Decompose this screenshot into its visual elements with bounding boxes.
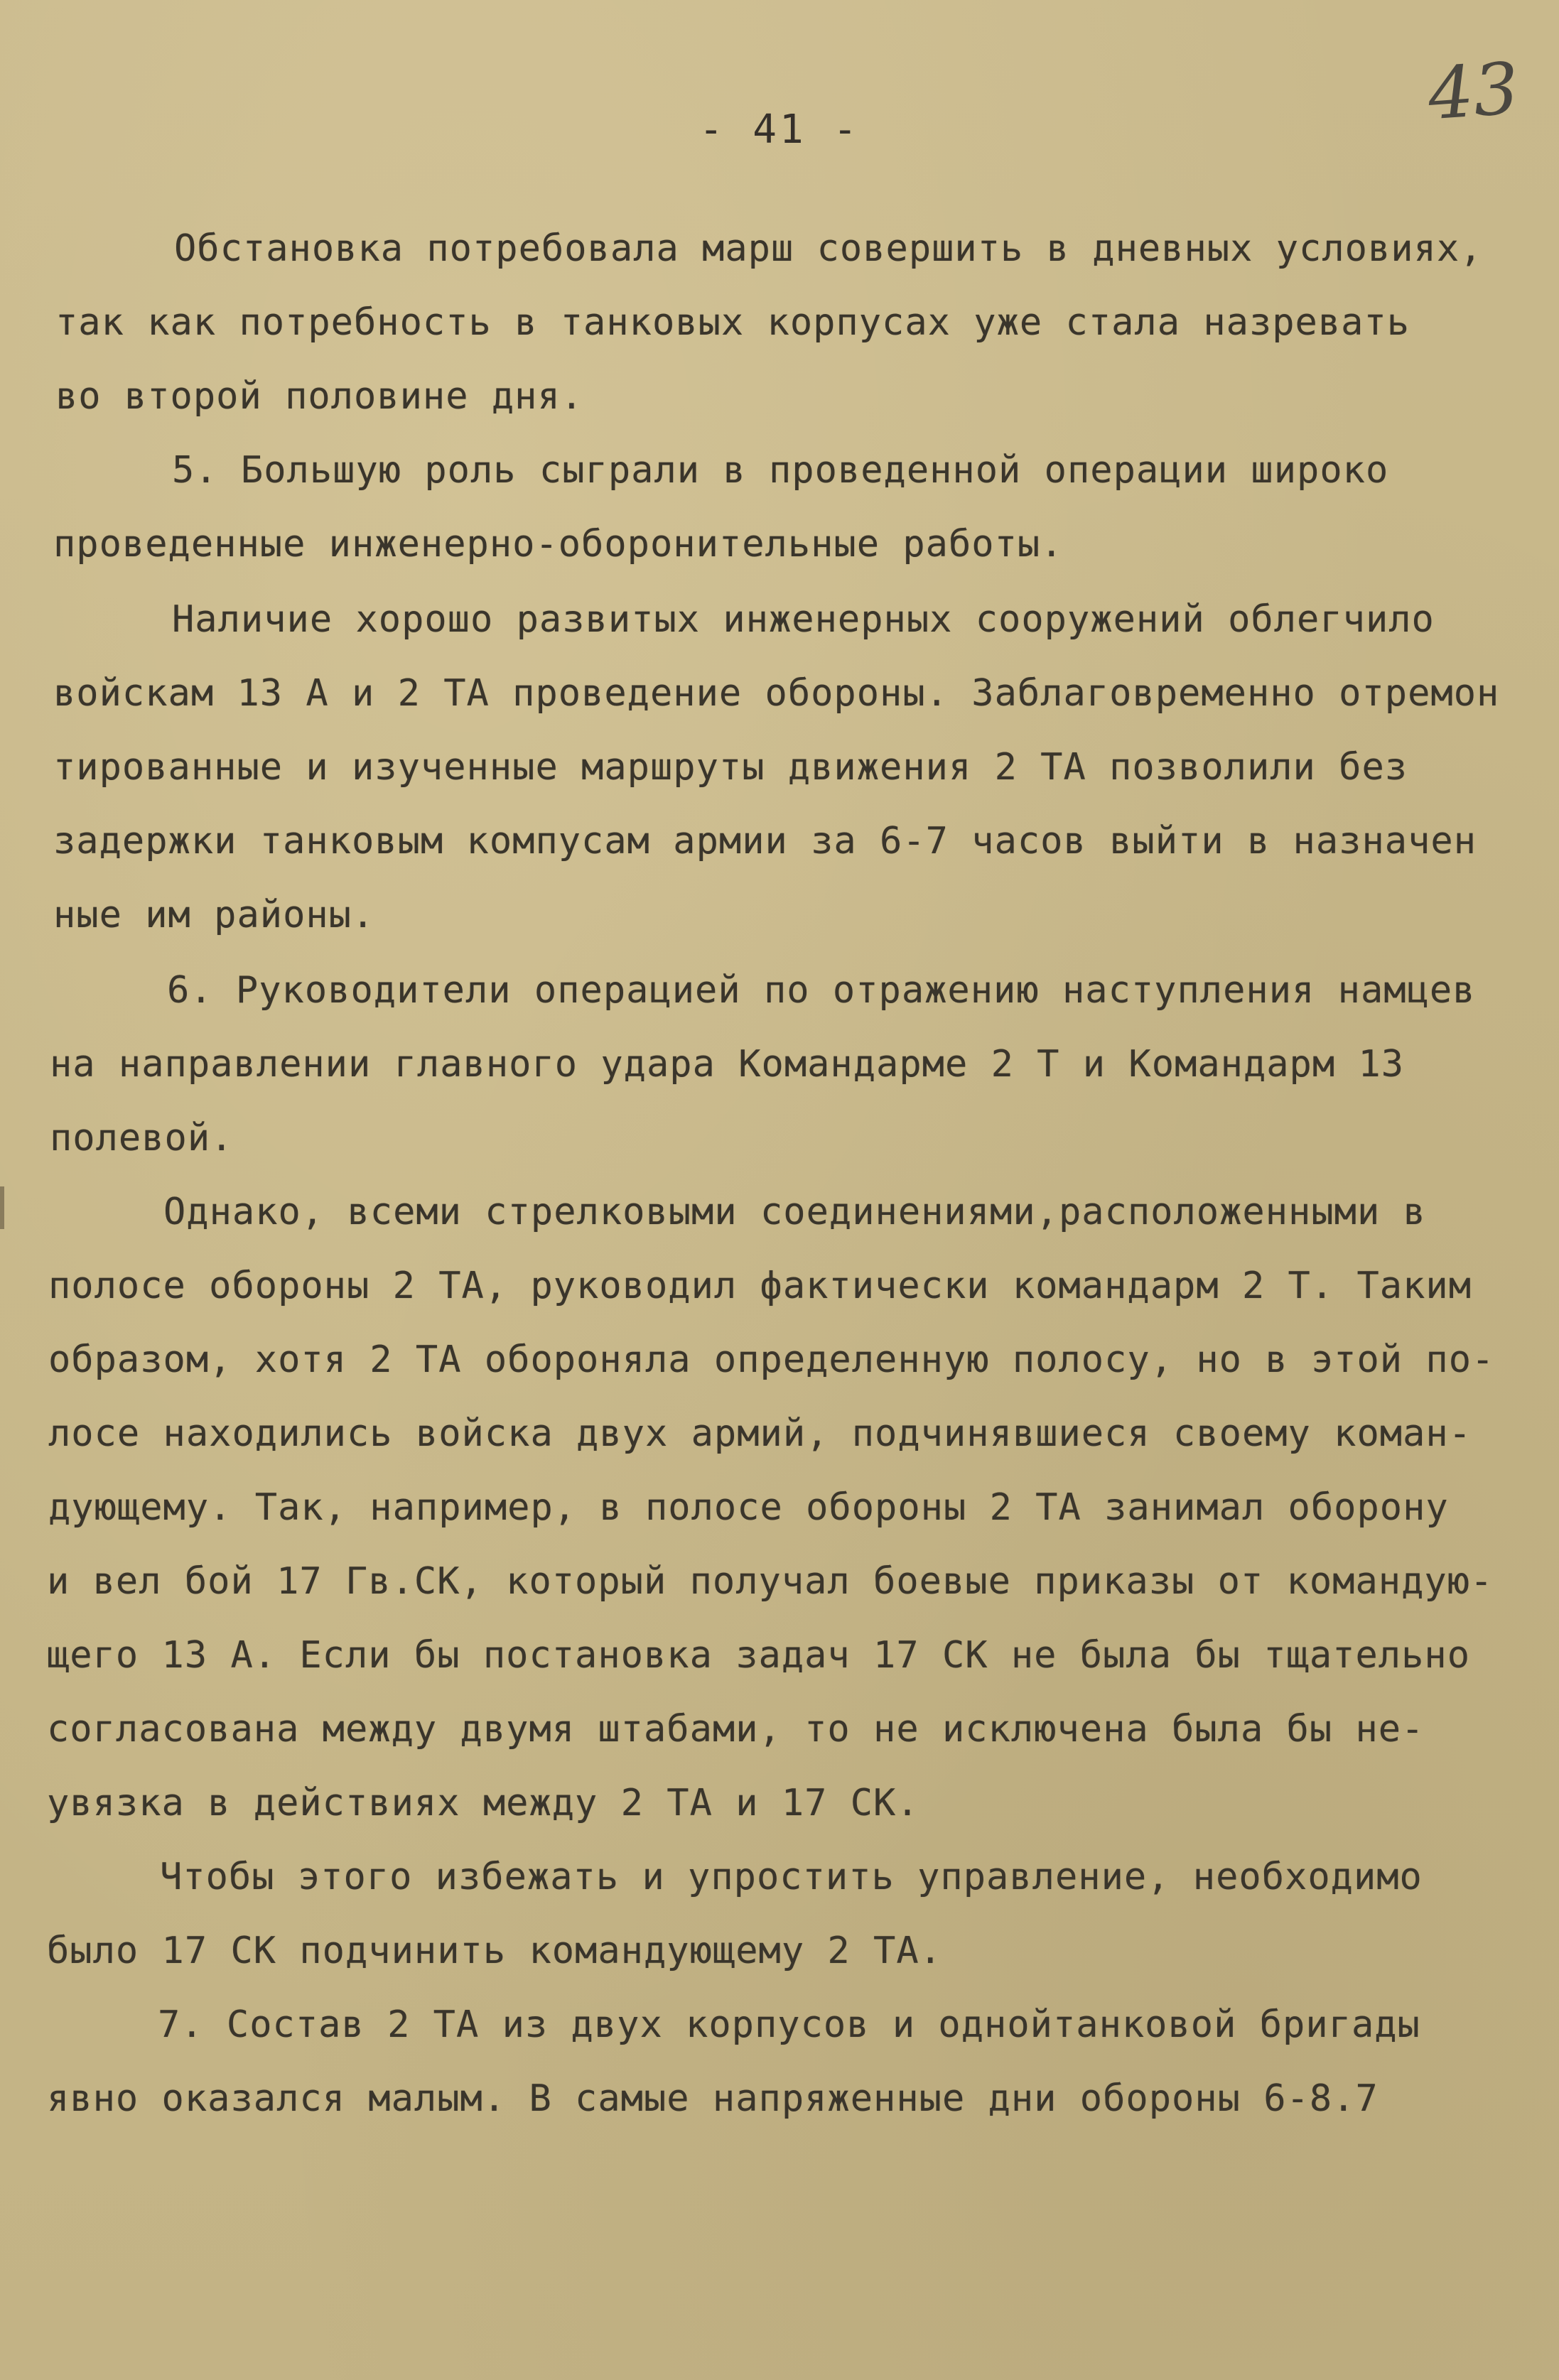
text-line: Чтобы этого избежать и упростить управление, необходимо <box>160 1856 1423 1898</box>
page-edge-mark <box>0 1186 4 1229</box>
text-line: Однако, всеми стрелковыми соединениями,расположенными в <box>163 1191 1426 1233</box>
page-number: - 41 - <box>698 107 861 153</box>
text-line: проведенные инженерно-оборонительные работы. <box>53 523 1064 566</box>
text-line: Обстановка потребовала марш совершить в дневных условиях, <box>174 227 1483 270</box>
text-line: было 17 СК подчинить командующему 2 ТА. <box>47 1930 942 1972</box>
text-line: дующему. Так, например, в полосе обороны 2 ТА занимал оборону <box>48 1486 1449 1529</box>
text-line: войскам 13 А и 2 ТА проведение обороны. Заблаговременно отремон <box>53 672 1500 715</box>
archive-page-number: 43 <box>1425 46 1522 136</box>
text-line: лосе находились войска двух армий, подчинявшиеся своему коман- <box>48 1412 1472 1455</box>
text-line: ные им районы. <box>53 894 375 936</box>
text-line: щего 13 А. Если бы постановка задач 17 СК не была бы тщательно <box>47 1634 1471 1677</box>
text-line: так как потребность в танковых корпусах уже стала назревать <box>55 301 1410 344</box>
text-line: и вел бой 17 Гв.СК, который получал боевые приказы от командую- <box>47 1560 1494 1603</box>
text-line: на направлении главного удара Командарме 2 Т и Командарм 13 <box>50 1043 1405 1086</box>
text-line: тированные и изученные маршруты движения 2 ТА позволили без <box>53 746 1408 789</box>
text-line: увязка в действиях между 2 ТА и 17 СК. <box>47 1782 919 1824</box>
text-line: согласована между двумя штабами, то не исключена была бы не- <box>47 1708 1425 1751</box>
text-line: образом, хотя 2 ТА обороняла определенную полосу, но в этой по- <box>48 1338 1495 1381</box>
text-line: 5. Большую роль сыграли в проведенной операции широко <box>172 449 1389 492</box>
text-line: задержки танковым компусам армии за 6-7 часов выйти в назначен <box>53 820 1477 862</box>
text-line: 7. Состав 2 ТА из двух корпусов и однойтанковой бригады <box>158 2003 1420 2046</box>
text-line: явно оказался малым. В самые напряженные дни обороны 6-8.7 <box>47 2077 1379 2120</box>
text-line: полосе обороны 2 ТА, руководил фактически командарм 2 Т. Таким <box>48 1265 1472 1307</box>
text-line: 6. Руководители операцией по отражению наступления намцев <box>167 969 1476 1012</box>
text-line: полевой. <box>50 1117 234 1159</box>
text-line: во второй половине дня. <box>55 375 584 418</box>
text-line: Наличие хорошо развитых инженерных сооружений облегчило <box>172 598 1435 641</box>
